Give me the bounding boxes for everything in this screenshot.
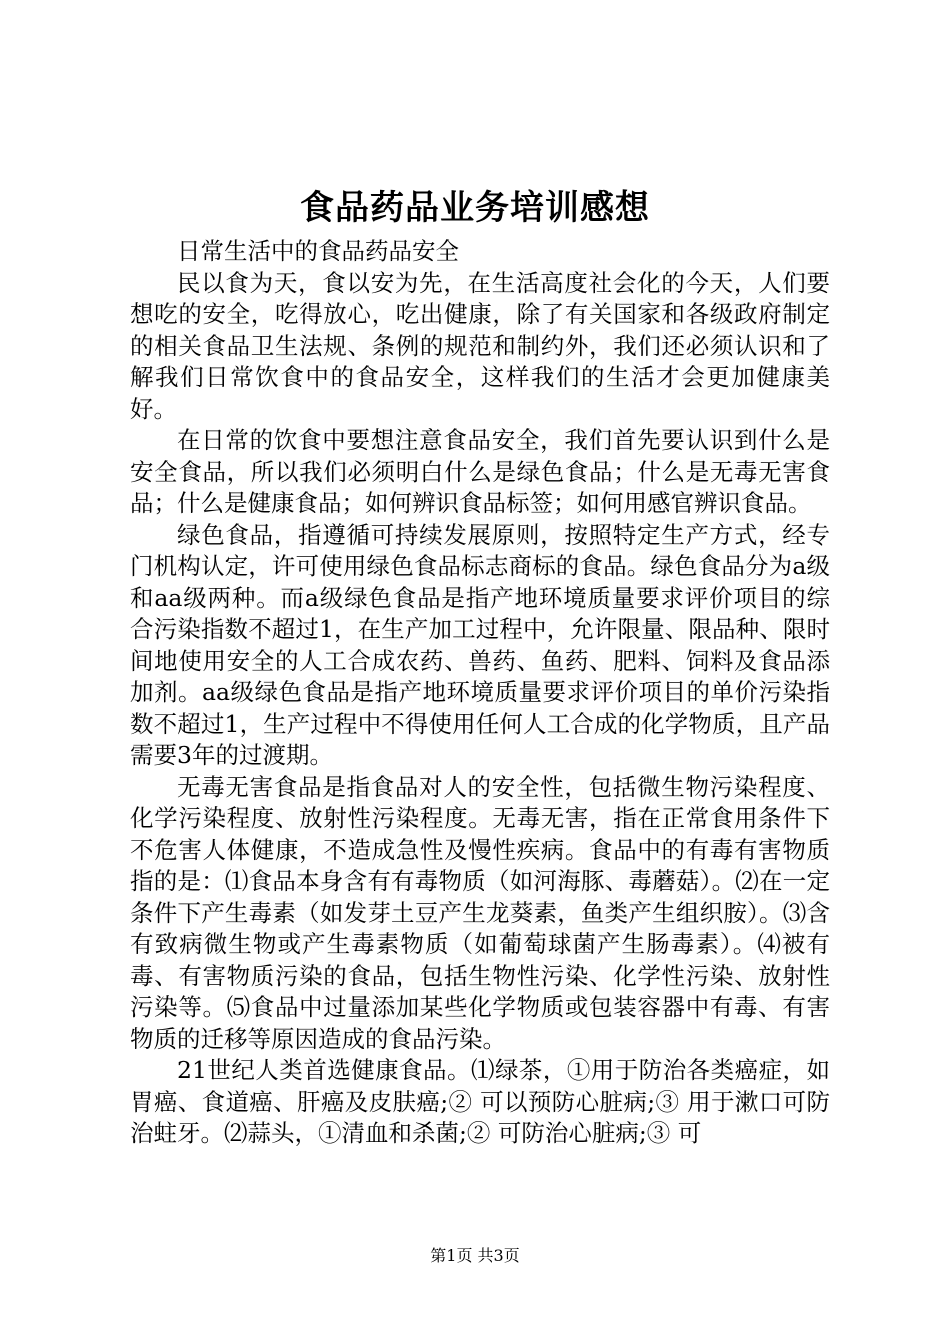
paragraph-harmless-food: 无毒无害食品是指食品对人的安全性，包括微生物污染程度、化学污染程度、放射性污染程度。无毒无害，指在正常食用条件下不危害人体健康，不造成急性及慢性疾病。食品中的有毒有害物质指的是：⑴食品本身含有有毒物质（如河海豚、毒蘑菇）。⑵在一定条件下产生毒素（如发芽土豆产生龙葵素，鱼类产生组织胺）。⑶含有致病微生物或产生毒素物质（如葡萄球菌产生肠毒素）。⑷被有毒、有害物质污染的食品，包括生物性污染、化学性污染、放射性污染等。⑸食品中过量添加某些化学物质或包装容器中有毒、有害物质的迁移等原因造成的食品污染。 <box>130 772 830 1053</box>
paragraph-green-food: 绿色食品，指遵循可持续发展原则，按照特定生产方式，经专门机构认定，许可使用绿色食品标志商标的食品。绿色食品分为a级和aa级两种。而a级绿色食品是指产地环境质量要求评价项目的综合污染指数不超过1，在生产加工过程中，允许限量、限品种、限时间地使用安全的人工合成农药、兽药、鱼药、肥料、饲料及食品添加剂。aa级绿色食品是指产地环境质量要求评价项目的单价污染指数不超过1，生产过程中不得使用任何人工合成的化学物质，且产品需要3年的过渡期。 <box>130 520 830 769</box>
document-body <box>130 236 830 1150</box>
paragraph-intro: 民以食为天，食以安为先，在生活高度社会化的今天，人们要想吃的安全，吃得放心，吃出健康，除了有关国家和各级政府制定的相关食品卫生法规、条例的规范和制约外，我们还必须认识和了解我们日常饮食中的食品安全，这样我们的生活才会更加健康美好。 <box>130 268 830 423</box>
paragraph-healthy-food: 21世纪人类首选健康食品。⑴绿茶，①用于防治各类癌症，如胃癌、食道癌、肝癌及皮肤癌;② 可以预防心脏病;③ 用于漱口可防治蛀牙。⑵蒜头，①清血和杀菌;② 可防治心脏病;③ 可 <box>130 1056 830 1147</box>
paragraph-subtitle: 日常生活中的食品药品安全 <box>177 237 459 265</box>
paragraph-safe-food: 在日常的饮食中要想注意食品安全，我们首先要认识到什么是安全食品，所以我们必须明白什么是绿色食品；什么是无毒无害食品；什么是健康食品；如何辨识食品标签；如何用感官辨识食品。 <box>130 426 830 517</box>
page-number-footer: 第1页 共3页 <box>430 1246 520 1265</box>
document-title: 食品药品业务培训感想 <box>300 188 650 228</box>
